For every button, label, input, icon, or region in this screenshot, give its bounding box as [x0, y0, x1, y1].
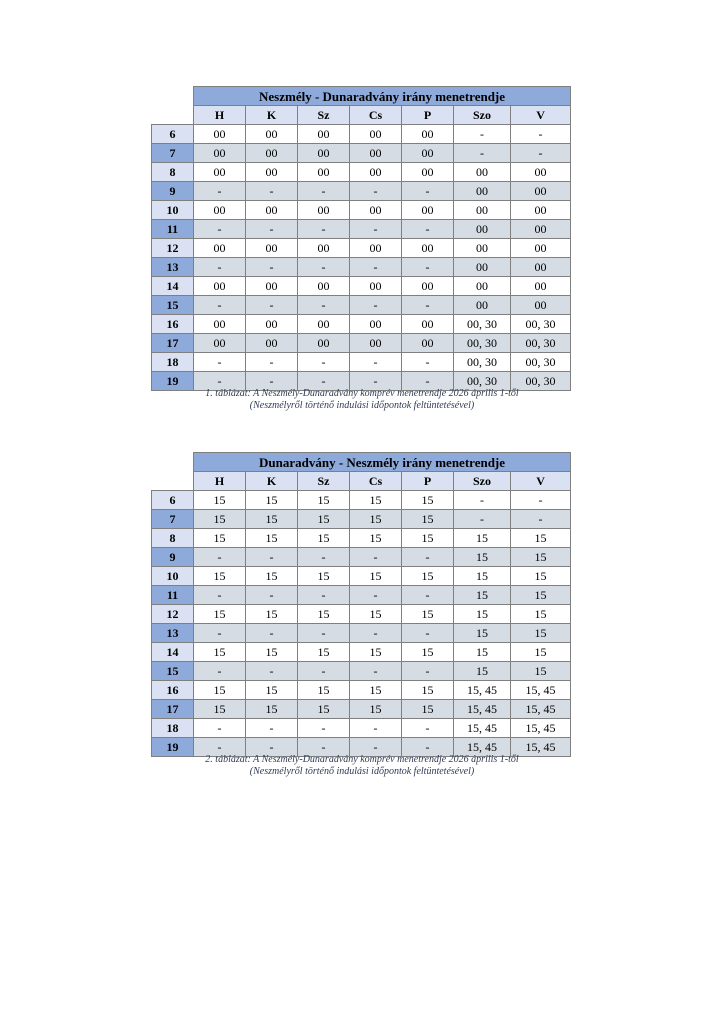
departure-cell: 00 [194, 125, 246, 144]
departure-cell: - [402, 662, 454, 681]
table-row [152, 201, 571, 220]
departure-cell: 00 [194, 239, 246, 258]
departure-cell: 00 [511, 239, 571, 258]
departure-cell: 15 [350, 700, 402, 719]
departure-cell: 00 [350, 125, 402, 144]
empty-corner-cell [152, 453, 194, 472]
departure-cell: 00 [194, 277, 246, 296]
departure-cell: - [246, 258, 298, 277]
hour-cell: 14 [152, 643, 194, 662]
departure-cell: - [511, 125, 571, 144]
departure-cell: - [246, 738, 298, 757]
departure-cell: 00 [511, 182, 571, 201]
departure-cell: 15 [350, 567, 402, 586]
empty-corner-cell [152, 106, 194, 125]
departure-cell: 15 [511, 605, 571, 624]
table-row [152, 315, 571, 334]
table-row [152, 220, 571, 239]
departure-cell: 15 [454, 567, 511, 586]
departure-cell: 15, 45 [454, 700, 511, 719]
departure-cell: 15 [298, 605, 350, 624]
departure-cell: - [350, 624, 402, 643]
departure-cell: 15 [298, 510, 350, 529]
departure-cell: - [402, 258, 454, 277]
hour-cell: 18 [152, 719, 194, 738]
departure-cell: 15 [350, 529, 402, 548]
caption-line-1: 1. táblázat: A Neszmély-Dunaradvány komprév menetrendje 2026 április 1-től [205, 388, 519, 399]
departure-cell: - [350, 258, 402, 277]
departure-cell: - [298, 353, 350, 372]
table-caption [151, 754, 573, 778]
departure-cell: 15 [350, 510, 402, 529]
departure-cell: 15 [298, 567, 350, 586]
departure-cell: 00 [246, 315, 298, 334]
departure-cell: 15 [246, 567, 298, 586]
departure-cell: 00 [298, 201, 350, 220]
departure-cell: 00, 30 [454, 334, 511, 353]
departure-cell: 15 [246, 491, 298, 510]
departure-cell: - [402, 586, 454, 605]
day-header: P [402, 472, 454, 491]
departure-cell: 15 [246, 700, 298, 719]
table-row [152, 586, 571, 605]
departure-cell: 15 [454, 662, 511, 681]
day-header: K [246, 472, 298, 491]
departure-cell: - [350, 353, 402, 372]
table-row [152, 567, 571, 586]
departure-cell: 15 [246, 510, 298, 529]
departure-cell: 00 [350, 334, 402, 353]
departure-cell: 15, 45 [511, 700, 571, 719]
departure-cell: 00 [298, 163, 350, 182]
day-header: Cs [350, 106, 402, 125]
day-header: H [194, 472, 246, 491]
table-row [152, 681, 571, 700]
departure-cell: 15 [194, 529, 246, 548]
departure-cell: 00 [454, 182, 511, 201]
departure-cell: 00 [454, 239, 511, 258]
departure-cell: - [246, 182, 298, 201]
departure-cell: - [298, 296, 350, 315]
departure-cell: 00 [511, 296, 571, 315]
departure-cell: 00 [298, 315, 350, 334]
departure-cell: - [298, 258, 350, 277]
timetable-neszmely-dunaradvany [151, 86, 571, 391]
departure-cell: 15 [511, 567, 571, 586]
hour-cell: 19 [152, 738, 194, 757]
table-row [152, 144, 571, 163]
departure-cell: - [350, 372, 402, 391]
hour-cell: 17 [152, 334, 194, 353]
departure-cell: 00 [402, 334, 454, 353]
departure-cell: 00, 30 [454, 315, 511, 334]
departure-cell: - [402, 548, 454, 567]
departure-cell: - [194, 662, 246, 681]
departure-cell: - [402, 220, 454, 239]
departure-cell: 15 [511, 529, 571, 548]
caption-line-2: (Neszmélyről történő indulási időpontok feltüntetésével) [249, 766, 475, 777]
hour-cell: 9 [152, 182, 194, 201]
departure-cell: - [298, 548, 350, 567]
departure-cell: 00 [402, 315, 454, 334]
departure-cell: 15, 45 [454, 681, 511, 700]
departure-cell: 15 [194, 491, 246, 510]
departure-cell: 00 [511, 220, 571, 239]
departure-cell: 15 [402, 491, 454, 510]
departure-cell: 15 [246, 681, 298, 700]
title-row [152, 453, 571, 472]
departure-cell: 15 [454, 586, 511, 605]
departure-cell: - [298, 586, 350, 605]
hour-cell: 17 [152, 700, 194, 719]
table-title: Neszmély - Dunaradvány irány menetrendje [194, 87, 571, 106]
caption-line-1: 2. táblázat: A Neszmély-Dunaradvány komprév menetrendje 2026 április 1-től [205, 754, 519, 765]
departure-cell: 15 [402, 700, 454, 719]
hour-cell: 13 [152, 258, 194, 277]
table-row [152, 548, 571, 567]
departure-cell: 15 [402, 567, 454, 586]
table-row [152, 296, 571, 315]
departure-cell: - [350, 586, 402, 605]
departure-cell: 00 [246, 334, 298, 353]
departure-cell: 15 [511, 643, 571, 662]
day-header: K [246, 106, 298, 125]
table-row [152, 163, 571, 182]
departure-cell: - [350, 182, 402, 201]
departure-cell: 15 [402, 510, 454, 529]
hour-cell: 19 [152, 372, 194, 391]
departure-cell: - [194, 258, 246, 277]
departure-cell: 00 [402, 125, 454, 144]
departure-cell: - [350, 548, 402, 567]
departure-cell: 00 [298, 125, 350, 144]
departure-cell: - [194, 548, 246, 567]
table-row [152, 643, 571, 662]
departure-cell: - [402, 738, 454, 757]
departure-cell: 15 [194, 681, 246, 700]
hour-cell: 16 [152, 315, 194, 334]
hour-cell: 10 [152, 567, 194, 586]
departure-cell: 15, 45 [454, 719, 511, 738]
hour-cell: 11 [152, 586, 194, 605]
departure-cell: 15 [350, 643, 402, 662]
departure-cell: 00 [511, 201, 571, 220]
departure-cell: 00 [454, 258, 511, 277]
departure-cell: - [402, 182, 454, 201]
table-row [152, 277, 571, 296]
hour-cell: 8 [152, 163, 194, 182]
departure-cell: 00, 30 [454, 353, 511, 372]
departure-cell: - [246, 220, 298, 239]
departure-cell: 15 [194, 643, 246, 662]
table-row [152, 239, 571, 258]
day-header: H [194, 106, 246, 125]
hour-cell: 11 [152, 220, 194, 239]
departure-cell: - [194, 372, 246, 391]
table-row [152, 125, 571, 144]
departure-cell: 00 [454, 296, 511, 315]
day-header: V [511, 472, 571, 491]
departure-cell: 00 [194, 144, 246, 163]
departure-cell: 00 [298, 277, 350, 296]
hour-cell: 13 [152, 624, 194, 643]
departure-cell: 00 [350, 201, 402, 220]
departure-cell: 15, 45 [511, 719, 571, 738]
empty-corner-cell [152, 87, 194, 106]
hour-cell: 7 [152, 510, 194, 529]
departure-cell: - [194, 353, 246, 372]
departure-cell: 15, 45 [454, 738, 511, 757]
table-row [152, 258, 571, 277]
departure-cell: 15 [511, 662, 571, 681]
table-row [152, 334, 571, 353]
departure-cell: 15 [246, 529, 298, 548]
departure-cell: 00, 30 [511, 353, 571, 372]
departure-cell: 15 [511, 624, 571, 643]
departure-cell: 15 [454, 605, 511, 624]
departure-cell: - [298, 719, 350, 738]
departure-cell: 00 [350, 315, 402, 334]
day-header: Sz [298, 106, 350, 125]
departure-cell: 00 [350, 277, 402, 296]
hour-cell: 6 [152, 491, 194, 510]
departure-cell: 00 [194, 163, 246, 182]
departure-cell: - [194, 624, 246, 643]
departure-cell: 00 [402, 277, 454, 296]
hour-cell: 9 [152, 548, 194, 567]
departure-cell: - [454, 510, 511, 529]
departure-cell: 15 [511, 548, 571, 567]
departure-cell: - [511, 491, 571, 510]
departure-cell: 15 [402, 605, 454, 624]
departure-cell: 00 [246, 239, 298, 258]
caption-line-2: (Neszmélyről történő indulási időpontok feltüntetésével) [249, 400, 475, 411]
departure-cell: 15 [246, 643, 298, 662]
departure-cell: 00 [454, 163, 511, 182]
departure-cell: - [298, 372, 350, 391]
departure-cell: 00 [350, 239, 402, 258]
departure-cell: 15 [454, 548, 511, 567]
table-row [152, 510, 571, 529]
header-row [152, 472, 571, 491]
departure-cell: 15 [194, 700, 246, 719]
day-header: P [402, 106, 454, 125]
departure-cell: 15 [194, 567, 246, 586]
departure-cell: - [194, 296, 246, 315]
hour-cell: 8 [152, 529, 194, 548]
departure-cell: 15 [350, 605, 402, 624]
departure-cell: 00 [298, 239, 350, 258]
departure-cell: 15 [298, 681, 350, 700]
departure-cell: 00 [350, 144, 402, 163]
departure-cell: 00 [194, 315, 246, 334]
departure-cell: 00 [298, 144, 350, 163]
departure-cell: - [298, 182, 350, 201]
departure-cell: - [454, 125, 511, 144]
departure-cell: - [402, 296, 454, 315]
departure-cell: - [454, 491, 511, 510]
departure-cell: 15 [454, 529, 511, 548]
table-caption [151, 388, 573, 412]
departure-cell: - [194, 738, 246, 757]
departure-cell: - [350, 719, 402, 738]
departure-cell: - [246, 719, 298, 738]
departure-cell: - [246, 662, 298, 681]
departure-cell: 00, 30 [511, 315, 571, 334]
departure-cell: 15 [350, 681, 402, 700]
departure-cell: 00 [246, 163, 298, 182]
table-row [152, 605, 571, 624]
hour-cell: 14 [152, 277, 194, 296]
departure-cell: - [350, 220, 402, 239]
departure-cell: 15 [511, 586, 571, 605]
departure-cell: - [194, 182, 246, 201]
departure-cell: - [402, 624, 454, 643]
table-row [152, 353, 571, 372]
departure-cell: 15 [454, 624, 511, 643]
empty-corner-cell [152, 472, 194, 491]
departure-cell: 15 [246, 605, 298, 624]
departure-cell: 00 [402, 163, 454, 182]
departure-cell: 00 [194, 334, 246, 353]
departure-cell: 15 [350, 491, 402, 510]
departure-cell: 00 [194, 201, 246, 220]
departure-cell: 00 [246, 144, 298, 163]
table-title: Dunaradvány - Neszmély irány menetrendje [194, 453, 571, 472]
hour-cell: 6 [152, 125, 194, 144]
departure-cell: 00 [511, 163, 571, 182]
hour-cell: 16 [152, 681, 194, 700]
departure-cell: - [194, 719, 246, 738]
departure-cell: 15 [298, 529, 350, 548]
departure-cell: 00 [511, 277, 571, 296]
hour-cell: 18 [152, 353, 194, 372]
departure-cell: 15, 45 [511, 738, 571, 757]
departure-cell: 15 [194, 605, 246, 624]
departure-cell: 00 [402, 144, 454, 163]
day-header: Sz [298, 472, 350, 491]
table-row [152, 662, 571, 681]
departure-cell: 00 [511, 258, 571, 277]
departure-cell: - [511, 144, 571, 163]
departure-cell: - [246, 353, 298, 372]
departure-cell: 00 [298, 334, 350, 353]
table-row [152, 529, 571, 548]
table-row [152, 624, 571, 643]
departure-cell: 00 [246, 201, 298, 220]
title-row [152, 87, 571, 106]
departure-cell: - [246, 548, 298, 567]
day-header: Szo [454, 106, 511, 125]
departure-cell: - [246, 372, 298, 391]
departure-cell: - [194, 220, 246, 239]
departure-cell: - [350, 662, 402, 681]
departure-cell: - [298, 624, 350, 643]
departure-cell: 15 [402, 681, 454, 700]
departure-cell: - [298, 662, 350, 681]
table-row [152, 182, 571, 201]
table-row [152, 700, 571, 719]
day-header: V [511, 106, 571, 125]
departure-cell: 15 [298, 700, 350, 719]
departure-cell: - [454, 144, 511, 163]
departure-cell: 15 [194, 510, 246, 529]
day-header: Szo [454, 472, 511, 491]
departure-cell: 15 [298, 491, 350, 510]
table-row [152, 491, 571, 510]
departure-cell: - [511, 510, 571, 529]
departure-cell: 00 [454, 220, 511, 239]
hour-cell: 10 [152, 201, 194, 220]
departure-cell: 00 [246, 277, 298, 296]
departure-cell: 15 [298, 643, 350, 662]
hour-cell: 12 [152, 239, 194, 258]
timetable-dunaradvany-neszmely [151, 452, 571, 757]
departure-cell: 00 [350, 163, 402, 182]
header-row [152, 106, 571, 125]
departure-cell: - [402, 353, 454, 372]
departure-cell: - [350, 738, 402, 757]
departure-cell: - [246, 586, 298, 605]
day-header: Cs [350, 472, 402, 491]
departure-cell: - [402, 719, 454, 738]
departure-cell: 15, 45 [511, 681, 571, 700]
hour-cell: 15 [152, 662, 194, 681]
table-row [152, 719, 571, 738]
departure-cell: 00, 30 [511, 334, 571, 353]
departure-cell: - [194, 586, 246, 605]
departure-cell: - [246, 296, 298, 315]
departure-cell: - [298, 738, 350, 757]
departure-cell: 15 [402, 529, 454, 548]
departure-cell: 00, 30 [454, 372, 511, 391]
departure-cell: 15 [454, 643, 511, 662]
departure-cell: - [298, 220, 350, 239]
departure-cell: - [350, 296, 402, 315]
departure-cell: 00 [402, 239, 454, 258]
departure-cell: 15 [402, 643, 454, 662]
departure-cell: - [246, 624, 298, 643]
departure-cell: 00 [402, 201, 454, 220]
departure-cell: 00 [454, 277, 511, 296]
hour-cell: 12 [152, 605, 194, 624]
departure-cell: 00, 30 [511, 372, 571, 391]
departure-cell: 00 [454, 201, 511, 220]
hour-cell: 15 [152, 296, 194, 315]
hour-cell: 7 [152, 144, 194, 163]
departure-cell: - [402, 372, 454, 391]
departure-cell: 00 [246, 125, 298, 144]
